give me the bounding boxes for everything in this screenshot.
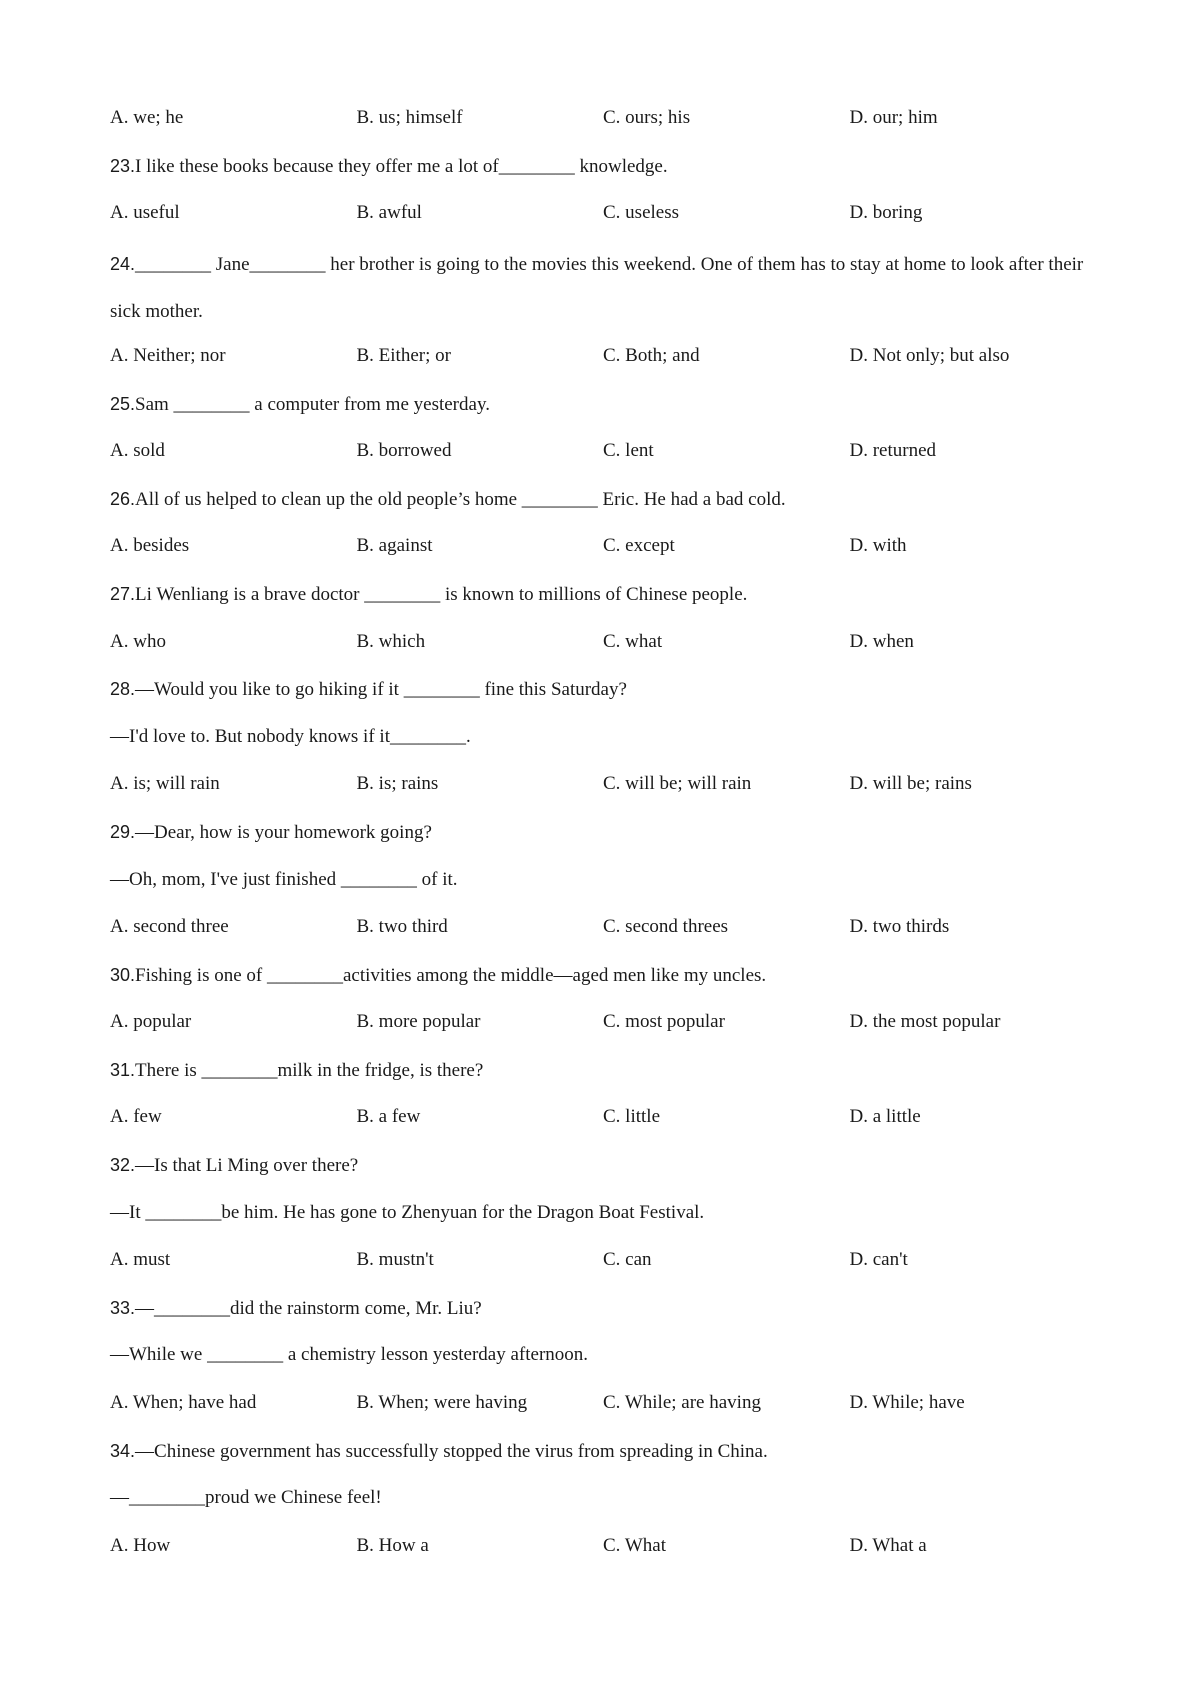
option-c: C. lent [603,440,654,462]
option-a: A. must [110,1249,171,1271]
options-q29 [110,907,1110,955]
question-number: 34. [110,1440,136,1461]
options-q32 [110,1240,1110,1288]
question-text: —Chinese government has successfully stopped the virus from spreading in China. [135,1440,768,1462]
question-text: Li Wenliang is a brave doctor ________ is known to millions of Chinese people. [135,583,748,605]
option-c: C. second threes [603,916,729,938]
option-b: B. When; were having [356,1392,528,1414]
question-number: 29. [110,821,136,842]
options-q34 [110,1526,1110,1574]
question-32-reply: —It ________be him. He has gone to Zhenyuan for the Dragon Boat Festival. [110,1201,705,1223]
question-text: I like these books because they offer me a lot of________ knowledge. [135,155,668,177]
option-b: B. more popular [356,1011,481,1033]
question-text: —________did the rainstorm come, Mr. Liu? [135,1297,482,1319]
question-number: 30. [110,964,136,985]
question-text: There is ________milk in the fridge, is there? [135,1059,484,1081]
option-a: A. is; will rain [110,773,220,795]
option-c: C. can [603,1249,652,1271]
question-29-reply: —Oh, mom, I've just finished ________ of it. [110,868,458,890]
question-number: 24. [110,253,136,274]
option-d: D. a little [849,1106,921,1128]
option-a: A. second three [110,916,229,938]
option-d: D. two thirds [849,916,950,938]
question-34-reply: —________proud we Chinese feel! [110,1487,382,1509]
option-a: A. useful [110,202,180,224]
option-b: B. is; rains [356,773,439,795]
option-c: C. little [603,1106,660,1128]
question-29 [110,812,1110,860]
question-number: 31. [110,1059,136,1080]
option-d: D. when [849,630,914,652]
question-28 [110,669,1110,717]
option-d: D. will be; rains [849,773,972,795]
option-d: D. While; have [849,1392,965,1414]
question-number: 33. [110,1297,136,1318]
option-d: D. can't [849,1249,908,1271]
question-text: Fishing is one of ________activities among the middle—aged men like my uncles. [135,964,767,986]
option-b: B. How a [356,1534,429,1556]
option-d: D. our; him [849,107,938,128]
option-b: B. a few [356,1106,421,1128]
question-text: ________ Jane________ her brother is going to the movies this weekend. One of them has to stay at home to look after their sick mother. [110,253,1084,323]
option-c: C. Both; and [603,344,700,366]
question-number: 25. [110,393,136,414]
question-32 [110,1145,1110,1193]
question-number: 28. [110,679,136,700]
option-b: B. Either; or [356,344,451,366]
question-25 [110,384,1110,432]
option-a: A. we; he [110,107,184,128]
question-33-reply: —While we ________ a chemistry lesson yesterday afternoon. [110,1344,589,1366]
question-33 [110,1288,1110,1336]
option-c: C. what [603,630,663,652]
option-d: D. the most popular [849,1011,1001,1033]
option-b: B. mustn't [356,1249,434,1271]
option-c: C. While; are having [603,1392,761,1414]
option-d: D. Not only; but also [849,344,1010,366]
option-a: A. who [110,630,166,652]
options-q25 [110,431,1110,479]
question-list [110,98,1110,1573]
options-q23 [110,193,1110,241]
options-q31 [110,1097,1110,1145]
options-q22 [110,98,1110,146]
options-q26 [110,526,1110,574]
options-q27 [110,622,1110,670]
option-b: B. two third [356,916,448,938]
option-b: B. against [356,535,433,557]
question-number: 32. [110,1155,136,1176]
question-text: —Dear, how is your homework going? [135,821,432,843]
option-d: D. with [849,535,907,557]
question-24 [110,241,1110,336]
options-q28 [110,764,1110,812]
option-b: B. awful [356,202,422,224]
options-q30 [110,1002,1110,1050]
option-c: C. ours; his [603,107,691,128]
option-a: A. When; have had [110,1392,257,1414]
question-26 [110,479,1110,527]
option-d: D. What a [849,1534,927,1556]
option-b: B. us; himself [356,107,463,128]
question-number: 23. [110,155,136,176]
question-34 [110,1431,1110,1479]
option-d: D. boring [849,202,923,224]
option-a: A. sold [110,440,165,462]
question-31 [110,1050,1110,1098]
question-30 [110,955,1110,1003]
options-q24 [110,336,1110,384]
options-q33 [110,1383,1110,1431]
option-c: C. What [603,1534,666,1556]
option-a: A. Neither; nor [110,344,226,366]
option-c: C. will be; will rain [603,773,752,795]
option-a: A. besides [110,535,190,557]
question-text: Sam ________ a computer from me yesterday. [135,393,490,415]
option-b: B. which [356,630,426,652]
question-text: All of us helped to clean up the old people’s home ________ Eric. He had a bad cold. [135,488,786,510]
option-c: C. except [603,535,675,557]
question-text: —Is that Li Ming over there? [135,1155,359,1177]
question-number: 27. [110,583,136,604]
question-28-reply: —I'd love to. But nobody knows if it________. [110,725,471,747]
question-27 [110,574,1110,622]
question-text: —Would you like to go hiking if it ________ fine this Saturday? [135,679,627,701]
option-a: A. popular [110,1011,192,1033]
option-d: D. returned [849,440,937,462]
question-23 [110,146,1110,194]
option-c: C. useless [603,202,679,224]
option-a: A. few [110,1106,162,1128]
option-c: C. most popular [603,1011,725,1033]
option-a: A. How [110,1534,171,1556]
option-b: B. borrowed [356,440,452,462]
question-number: 26. [110,488,136,509]
